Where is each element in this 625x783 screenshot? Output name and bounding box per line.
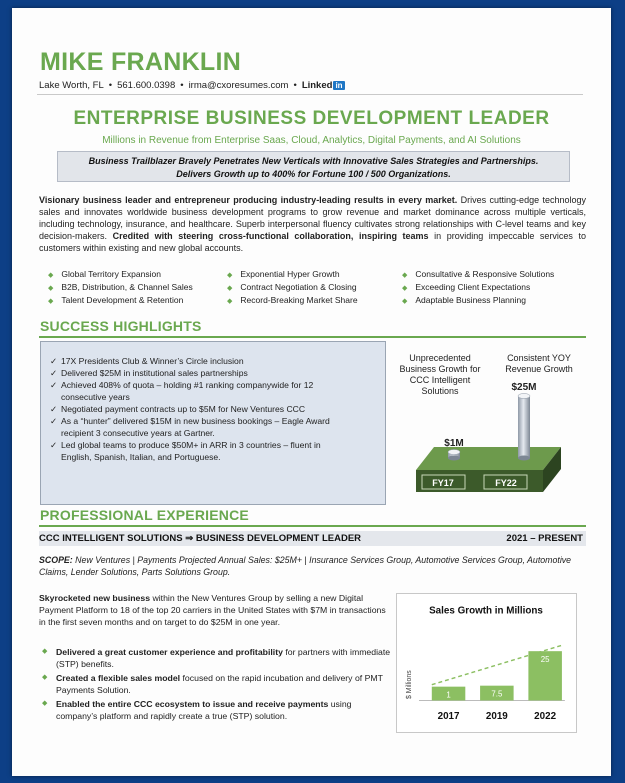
check-icon: ✓ [50,368,58,378]
chart2-category-label: 2019 [485,711,508,723]
keyword-item: ◆ Adaptable Business Planning [402,295,526,305]
arrow-icon: ⇒ [185,533,194,544]
chart1-title-left-2: Business Growth for [399,364,481,374]
header-divider [37,94,583,95]
chart1-title-left-4: Solutions [421,386,459,396]
scope-label: SCOPE: [39,555,73,565]
sales-growth-chart [396,593,577,733]
achievement-bullet: ◆ Created a flexible sales model focused on the rapid incubation and delivery of PMT Payments Solution. [42,673,383,695]
keyword-item: ◆ B2B, Distribution, & Channel Sales [48,282,193,292]
check-icon: ✓ [50,404,58,414]
chart1-bar [518,396,530,458]
keyword-item: ◆ Exponential Hyper Growth [227,269,340,279]
chart2-category-label: 2017 [437,711,460,723]
highlight-item: ✓ Led global teams to produce $50M+ in ARR in 3 countries – fluent in English, Spanish, Italian, and Portuguese. [50,440,321,462]
growth-chart-3d [396,341,577,505]
diamond-bullet-icon: ◆ [42,674,48,681]
email-link[interactable]: irma@cxoresumes.com [188,80,289,91]
chart1-category-label: FY17 [432,478,454,488]
diamond-bullet-icon: ◆ [48,298,54,305]
role-title: BUSINESS DEVELOPMENT LEADER [195,533,362,544]
chart1-bar-cap [518,394,530,399]
banner-line-1: Business Trailblazer Bravely Penetrates New Verticals with Innovative Sales Strategies and Partnerships. [88,156,539,166]
diamond-bullet-icon: ◆ [402,272,408,279]
diamond-bullet-icon: ◆ [402,285,408,292]
linkedin-link[interactable] [302,80,345,91]
achievement-bullet: ◆ Delivered a great customer experience and profitability for partners with immediate (STP) benefits. [42,647,391,669]
banner-line-2: Delivers Growth up to 400% for Fortune 100 / 500 Organizations. [176,169,451,179]
diamond-bullet-icon: ◆ [227,285,233,292]
summary-bold-2: Credited with steering cross-functional collaboration, inspiring teams [112,231,429,241]
company-name: CCC INTELLIGENT SOLUTIONS [39,533,183,544]
section-title-experience: PROFESSIONAL EXPERIENCE [40,507,249,523]
keyword-item: ◆ Consultative & Responsive Solutions [402,269,555,279]
summary-text-2: in providing impeccable services to customers within existing and new global accounts. [39,231,586,253]
chart2-value-label: 25 [540,655,550,665]
chart2-value-label: 1 [446,690,451,700]
chart1-bar-cap [448,450,460,455]
highlight-item: ✓ Delivered $25M in institutional sales partnerships [50,368,248,378]
highlight-item: ✓ Achieved 408% of quota – holding #1 ranking companywide for 12 consecutive years [50,380,314,402]
summary-text-1: Drives cutting-edge technology sales and innovates worldwide business development programs to grow revenue and market dominance across multiple verticals, including technology, insurance, and healthcare. Superb interpersonal fluency cultivates strong relationships with C-level teams and key decision-makers. [39,195,586,241]
keyword-item: ◆ Talent Development & Retention [48,295,184,305]
diamond-bullet-icon: ◆ [42,648,48,655]
candidate-name: MIKE FRANKLIN [40,48,242,76]
chart2-category-label: 2022 [534,711,557,723]
summary-paragraph [39,194,586,254]
chart1-platform-top [416,447,561,470]
chart2-title: Sales Growth in Millions [429,605,543,617]
job-summary-lead: Skyrocketed new business [39,593,151,603]
chart1-title-right-1: Consistent YOY [507,353,571,363]
achievement-bullet: ◆ Enabled the entire CCC ecosystem to issue and receive payments using company’s platform and rapidly create a true (STP) solution. [42,699,352,721]
keyword-item: ◆ Exceeding Client Expectations [402,282,531,292]
summary-lead: Visionary business leader and entrepreneur producing industry-leading results in every market. [39,195,458,205]
headline: ENTERPRISE BUSINESS DEVELOPMENT LEADER [73,108,550,129]
highlight-item: ✓ As a “hunter” delivered $15M in new business bookings – Eagle Award recipient 3 consecutive years at Gartner. [50,416,330,438]
diamond-bullet-icon: ◆ [48,272,54,279]
diamond-bullet-icon: ◆ [48,285,54,292]
keyword-item: ◆ Global Territory Expansion [48,269,161,279]
linkedin-text: Linked [301,80,333,91]
phone: 561.600.0398 [117,80,176,91]
chart1-value-label: $25M [511,382,537,393]
section-divider [39,336,586,338]
chart2-ylabel: $ Millions [406,670,414,700]
separator-dot: • [293,80,297,91]
diamond-bullet-icon: ◆ [227,272,233,279]
chart1-bar-base [518,456,530,461]
diamond-bullet-icon: ◆ [402,298,408,305]
job-title-bar [39,531,586,546]
scope-text: New Ventures | Payments Projected Annual Sales: $25M+ | Insurance Services Group, Automotive Services Group, Automotive Claims, Lender Solutions, Parts Solutions Group. [39,555,572,577]
separator-dot: • [108,80,113,91]
check-icon: ✓ [50,416,58,426]
check-icon: ✓ [50,356,58,366]
resume-page [12,8,611,776]
separator-dot: • [180,80,184,91]
job-dates: 2021 – PRESENT [506,533,583,544]
chart1-category-label: FY22 [495,478,517,488]
highlights-box [40,341,386,505]
scope-paragraph [39,554,586,578]
check-icon: ✓ [50,380,58,390]
value-banner [57,151,570,182]
chart1-title-right-2: Revenue Growth [505,364,573,374]
check-icon: ✓ [50,440,58,450]
chart1-bar-base [448,456,460,461]
subheadline: Millions in Revenue from Enterprise Saas, Cloud, Analytics, Digital Payments, and AI Solutions [102,135,521,146]
diamond-bullet-icon: ◆ [42,700,48,707]
location: Lake Worth, FL [39,80,104,91]
highlight-item: ✓ 17X Presidents Club & Winner’s Circle inclusion [50,356,244,366]
chart1-title-left-1: Unprecedented [409,353,471,363]
chart2-value-label: 7.5 [491,689,503,699]
job-summary [39,592,394,628]
linkedin-icon: in [335,81,343,90]
keyword-item: ◆ Record-Breaking Market Share [227,295,358,305]
section-title-highlights: SUCCESS HIGHLIGHTS [40,318,202,334]
chart1-title-left-3: CCC Intelligent [409,375,471,385]
chart1-value-label: $1M [444,438,464,449]
diamond-bullet-icon: ◆ [227,298,233,305]
keyword-item: ◆ Contract Negotiation & Closing [227,282,357,292]
highlight-item: ✓ Negotiated payment contracts up to $5M for New Ventures CCC [50,404,306,414]
contact-line [39,80,345,91]
job-summary-text: within the New Ventures Group by selling a new Digital Payment Platform to 18 of the top 20 carriers in the United States with $7M in transactions in the first seven months and on target to do $25M in one year. [39,593,386,627]
section-divider [39,525,586,527]
